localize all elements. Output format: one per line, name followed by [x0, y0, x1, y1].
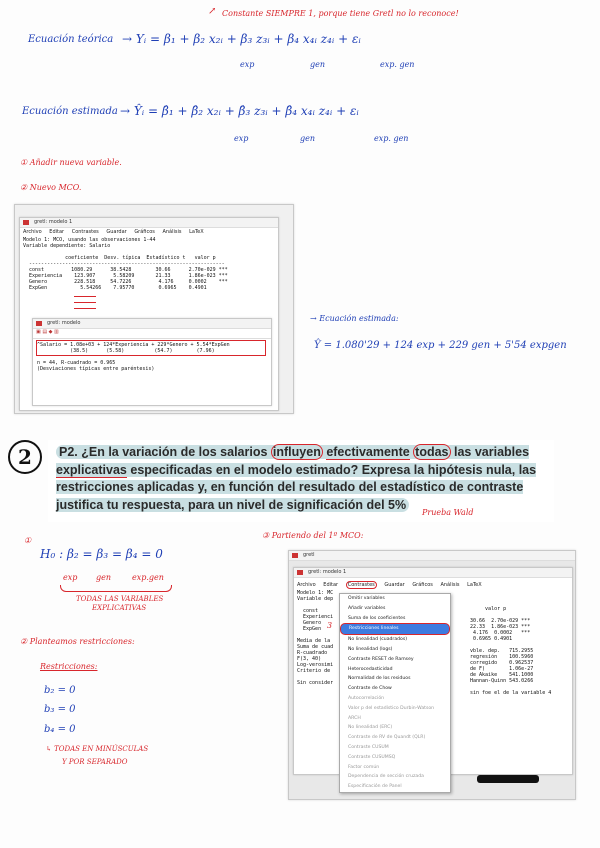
menu-editar[interactable]: Editar: [49, 229, 65, 235]
coef-underline: [74, 296, 96, 297]
gretl-main-titlebar: gretl: [289, 551, 575, 561]
eq-teorica-under-gen: gen: [310, 60, 326, 69]
menu-contrastes[interactable]: Contrastes: [71, 229, 99, 235]
menu-item-no-lin-erc: No linealidad (ERC): [348, 725, 393, 731]
restr-item-1: b₂ = 0: [44, 685, 76, 696]
h0-under-expgen: exp.gen: [132, 573, 164, 582]
gretl-model-window: [19, 217, 279, 411]
menu-item-qlr: Contraste de RV de Quandt (QLR): [348, 735, 426, 741]
menu-latex[interactable]: LaTeX: [189, 229, 204, 235]
gretl-app-icon: [36, 321, 42, 326]
gretl-model-menubar: [20, 228, 278, 236]
menu-item-cusumsq: Contraste CUSUMSQ: [348, 754, 396, 760]
menu-item-no-lin-cuad[interactable]: No linealidad (cuadrados): [348, 637, 408, 643]
gretl-screenshot-2: [288, 550, 576, 800]
gretl-app-icon: [297, 570, 303, 575]
popup-highlight: [36, 340, 266, 356]
menu-analisis[interactable]: Análisis: [162, 229, 182, 235]
menu-item-autocorrelacion: Autocorrelación: [348, 695, 385, 701]
menu-item-chow[interactable]: Contraste de Chow: [348, 686, 392, 692]
menu-latex[interactable]: LaTeX: [467, 582, 482, 588]
coef-underline: [74, 302, 96, 303]
eq-estimada-under-gen: gen: [300, 134, 316, 143]
menu-item-factor-comun: Factor común: [348, 764, 380, 770]
menu-item-no-lin-logs[interactable]: No linealidad (logs): [348, 646, 393, 652]
h0-step-number: ①: [24, 536, 32, 545]
gretl-screenshot-1: [14, 204, 294, 414]
step-1-note: ① Añadir nueva variable.: [20, 158, 122, 167]
word-efectivamente: efectivamente: [326, 445, 410, 459]
question-banner: [48, 440, 554, 522]
gretl-app-icon: [292, 553, 298, 558]
menu-item-omitir[interactable]: Omitir variables: [348, 596, 385, 601]
eq-resultado-label: → Ecuación estimada:: [310, 314, 399, 323]
redacted-block: [477, 775, 539, 783]
gretl-model-output: Modelo 1: MCO, usando las observaciones 1-44 Variable dependiente: Salario coeficiente Desv. típica Estadístico t valor p ----------------------------------------------------------------- const 1080.29 38.5428 30.66 2.70e-029 *** Experiencia 123.907 5.58209 21.33 1.86e-023 *** Genero 228.518 54.7226 4.176 0.0002 *** ExpGen 5.54266 7.95770 0.6965 0.4901: [23, 237, 228, 291]
menu-graficos[interactable]: Gráficos: [134, 229, 155, 235]
menu-guardar[interactable]: Guardar: [106, 229, 127, 235]
restr-item-3: b₄ = 0: [44, 724, 76, 735]
menu-item-durbin-watson: Valor p del estadístico Durbin-Watson: [348, 705, 435, 711]
question-number-circle: 2: [8, 440, 42, 474]
popup-equation-text: ^Salario = 1.08e+03 + 124*Experiencia + 229*Genero + 5.54*ExpGen (38.5) (5.58) (54.7) (7.96) n = 44, R-cuadrado = 0.965 (Desviaciones típicas entre paréntesis): [37, 342, 230, 372]
menu-item-cusum: Contraste CUSUM: [348, 744, 389, 750]
menu-graficos[interactable]: Gráficos: [412, 582, 433, 588]
h0-formula: H₀ : β₂ = β₃ = β₄ = 0: [40, 547, 163, 561]
gretl-model2-menubar: [294, 581, 572, 589]
gretl-model2-right-output: valor p 30.66 2.70e-029 *** 22.33 1.86e-023 *** 4.176 0.0002 *** 0.6965 0.4901 vble. dep. 715.2955 regresión 100.5960 corregido 0.962537 de F) 1.06e-27 de Akaike 541.1000 Hannan-Quinn 543.0266 sin foe el de la variable 4: [470, 606, 552, 696]
question-text: [56, 444, 544, 514]
coef-underline: [74, 308, 96, 309]
gretl-model2-titlebar: gretl: modelo 1: [294, 568, 572, 578]
menu-item-suma-coef[interactable]: Suma de los coeficientes: [348, 615, 406, 621]
h0-under-exp: exp: [63, 573, 78, 582]
menu-item-restricciones-lineales[interactable]: Restricciones lineales: [340, 623, 450, 635]
menu-item-normalidad[interactable]: Normalidad de los residuos: [348, 676, 411, 682]
h0-caption-line2: EXPLICATIVAS: [92, 604, 147, 612]
eq-estimada-label: Ecuación estimada: [22, 106, 118, 117]
menu-annotation-3: 3: [327, 621, 333, 630]
menu-item-heterocedasticidad[interactable]: Heterocedasticidad: [348, 666, 393, 672]
popup-toolbar: ▣ ▤ ◆ ▥: [33, 329, 271, 339]
menu-editar[interactable]: Editar: [323, 582, 339, 588]
menu-analisis[interactable]: Análisis: [440, 582, 460, 588]
menu-archivo[interactable]: Archivo: [23, 229, 42, 235]
word-explicativas: explicativas: [56, 462, 127, 477]
menu-archivo[interactable]: Archivo: [297, 582, 316, 588]
step-2-note: ② Nuevo MCO.: [20, 183, 82, 192]
eq-teorica-under-exp: exp: [240, 60, 255, 69]
restr-label: Restricciones:: [40, 662, 98, 671]
eq-teorica-label: Ecuación teórica: [28, 34, 114, 45]
gretl-equation-popup: [32, 318, 272, 406]
eq-teorica-formula: → Yᵢ = β₁ + β₂ x₂ᵢ + β₃ z₃ᵢ + β₄ x₄ᵢ z₄ᵢ + εᵢ: [122, 32, 361, 46]
menu-item-reset[interactable]: Contraste RESET de Ramsey: [348, 656, 414, 662]
h0-caption-line1: TODAS LAS VARIABLES: [76, 595, 164, 603]
eq-estimada-under-exp: exp: [234, 134, 249, 143]
word-todas: todas: [415, 445, 449, 459]
h0-under-gen: gen: [96, 573, 112, 582]
gretl-model-titlebar: gretl: modelo 1: [20, 218, 278, 228]
eq-teorica-under-expgen: exp. gen: [380, 60, 415, 69]
restr-note-2: Y POR SEPARADO: [62, 758, 128, 766]
menu-item-dependencia: Dependencia de sección cruzada: [348, 774, 424, 780]
menu-item-anadir[interactable]: Añadir variables: [348, 605, 386, 611]
restr-item-2: b₃ = 0: [44, 704, 76, 715]
restr-title: ② Planteamos restricciones:: [20, 637, 135, 646]
gretl-app-icon: [23, 220, 29, 225]
menu-item-panel: Especificación de Panel: [348, 784, 402, 790]
prueba-wald-note: Prueba Wald: [422, 508, 474, 517]
popup-titlebar: gretl: modelo: [33, 319, 271, 329]
top-note: Constante SIEMPRE 1, porque tiene Gretl no lo reconoce!: [222, 9, 459, 18]
eq-estimada-formula: → Ŷᵢ = β̂₁ + β̂₂ x₂ᵢ + β̂₃ z₃ᵢ + β̂₄ x₄ᵢ z₄ᵢ + εᵢ: [120, 104, 359, 118]
menu-contrastes[interactable]: Contrastes: [347, 582, 375, 588]
h0-brace: [60, 585, 172, 592]
contrastes-dropdown-menu: [339, 593, 451, 793]
step-3-note: ③ Partiendo del 1º MCO:: [262, 531, 364, 540]
question-highlight: P2. ¿En la variación de los salarios influyen efectivamente todas las variables explicativas especificadas en el modelo estimado? Expresa la hipótesis nula, las restricciones aplicadas y, en función del resultado del estadístico de contraste justifica tu respuesta, para un nivel de significación del 5%: [56, 445, 537, 512]
eq-estimada-under-expgen: exp. gen: [374, 134, 409, 143]
word-influyen: influyen: [272, 445, 321, 459]
restr-note-1: ↳ TODAS EN MINÚSCULAS: [46, 745, 149, 753]
menu-guardar[interactable]: Guardar: [384, 582, 405, 588]
eq-resultado-formula: Ŷ = 1.080'29 + 124 exp + 229 gen + 5'54 expgen: [314, 340, 567, 351]
menu-item-arch: ARCH: [348, 715, 361, 721]
gretl-model2-left-output: Modelo 1: MC Variable dep const Experienci Genero ExpGen Media de la Suma de cuad R-cuadrado F(3, 40) Log-verosimi Criterio de Sin consider: [297, 590, 334, 686]
arrow-icon: ↗: [208, 6, 217, 17]
